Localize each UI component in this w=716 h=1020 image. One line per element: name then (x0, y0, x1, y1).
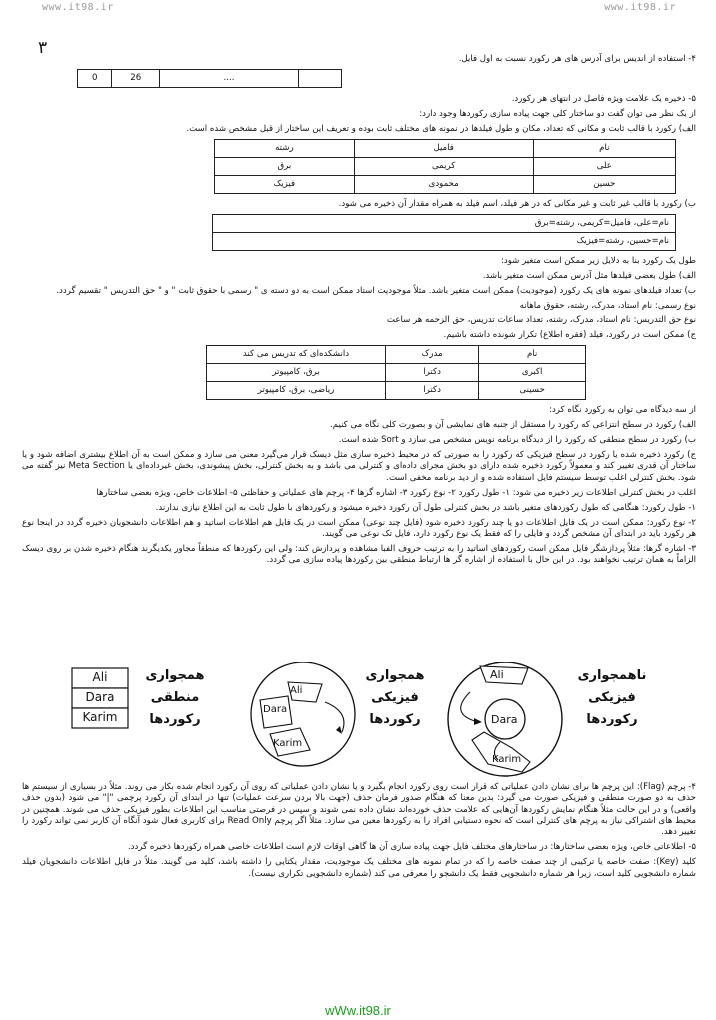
variable-record-box (212, 214, 676, 251)
table-cell: دکترا (386, 382, 479, 400)
caption-line: رکوردها (586, 712, 638, 727)
logical-record-dara: Dara (85, 690, 115, 704)
physical-record-karim: Karim (273, 738, 303, 749)
table-row (207, 346, 586, 364)
table-row (207, 364, 586, 382)
table-row (207, 382, 586, 400)
paragraph: طول یک رکورد بنا به دلایل زیر ممکن است متغیر شود: (500, 255, 696, 266)
table-row (215, 157, 676, 175)
table-cell: دکترا (386, 364, 479, 382)
table-header: نام (479, 346, 586, 364)
paragraph: اغلب در بخش کنترلی اطلاعات زیر ذخیره می شود: ۱- طول رکورد ۲- نوع رکورد ۳- اشاره گرها ۴- پرچم های عملیاتی و حفاظتی ۵- اطلاعات خاص، ویژه بعضی ساختارها (96, 487, 696, 498)
record-adjacency-diagram (60, 662, 660, 777)
paragraph: ۲- نوع رکورد: ممکن است در یک فایل اطلاعات دو یا چند رکورد ذخیره شود (فایل چند نوعی) ممکن است در یک فایل هم اطلاعات اساتید و هم اطلاعات دانشجویان ذخیره گردد در اینجا نوع هر رکورد باید در ابتدای آن مشخص گردد و فایلی را که فقط یک نوع رکورد دارد، فایل تک نوعی می گویند. (22, 517, 696, 539)
table-header: رشته (215, 139, 355, 157)
table-row (215, 139, 676, 157)
caption-line: رکوردها (369, 712, 421, 727)
address-table (77, 69, 342, 88)
paragraph: نوع رسمی: نام استاد، مدرک، رشته، حقوق ماهانه (519, 300, 696, 311)
paragraph: ۵- ذخیره یک علامت ویژه فاصل در انتهای هر رکورد. (511, 93, 696, 104)
paragraph: ب) رکورد با قالب غیر ثابت و غیر مکانی که در هر فیلد، اسم فیلد به همراه مقدار آن ذخیره می شود. (338, 198, 696, 209)
page-number: ۳ (38, 38, 48, 58)
table-cell: علی (533, 157, 675, 175)
physical-record-ali: Ali (290, 685, 303, 696)
table-header: مدرک (386, 346, 479, 364)
table-cell: محمودی (354, 175, 533, 193)
paragraph: ب) رکورد در سطح منطقی که رکورد را از دیدگاه برنامه نویس مشخص می سازد و Sort شده است. (338, 435, 696, 446)
table-cell: برق (215, 157, 355, 175)
paragraph: نوع حق التدریس: نام استاد، مدرک، رشته، تعداد ساعات تدریس، حق الزحمه هر ساعت (386, 315, 696, 326)
physical-record-dara: Dara (263, 704, 288, 715)
field-line: نام=حسین، رشته=فیزیک (213, 232, 675, 250)
paragraph: الف) طول بعضی فیلدها مثل آدرس ممکن است متغیر باشد. (482, 270, 696, 281)
page-content (22, 54, 696, 570)
header-watermark-right: www.it98.ir (604, 2, 676, 13)
table-row (215, 175, 676, 193)
scattered-record-karim: Karim (492, 754, 522, 765)
table-header: فامیل (354, 139, 533, 157)
table-cell: حسینی (479, 382, 586, 400)
table-header: دانشکده‌ای که تدریس می کند (207, 346, 386, 364)
caption-line: همجواری (365, 668, 425, 683)
paragraph: ۴- استفاده از اندیس برای آدرس های هر رکورد نسبت به اول فایل. (458, 54, 696, 64)
footer-site-link[interactable]: wWw.it98.ir (325, 1003, 391, 1018)
paragraph: ۴- پرچم (Flag): این پرچم ها برای نشان دادن عملیاتی که قرار است روی رکورد انجام بگیرد و یا نشان دادن عملیاتی که روی آن رکورد انجام شده بکار می روند. مثلاً در بسیاری از سیستم ها حذف به دو صورت منطقی و فیزیکی صورت می گیرد: بدین معنا که هنگام صدور فرمان حذف (جهت بالا بردن سرعت عملیات) تنها در ابتدای آن رکورد پرچمی "|" می شود (بدون حذف واقعی) و در این حالت مثلاً هنگام نمایش رکوردها آن‌هایی که علامت حذف خورده‌اند نشان داده نمی شوند و سپس در فرصتی مناسب این اطلاعات بطور فیزیکی حذف می شوند. همچنین در محیط های اشتراکی نیاز به پرچم های کنترلی است که نحوه دستیابی افراد را به رکوردها معین می سازد. مثلاً اگر پرچم Read Only برای کاربری فعال شود آنگاه آن کاربر نمی تواند رکورد را تغییر دهد. (22, 782, 697, 838)
paragraph: کلید (Key): صفت خاصه یا ترکیبی از چند صفت خاصه را که در تمام نمونه های مختلف یک موجودیت، مقدار یکتایی را داشته باشد، کلید می گویند. مثلاً در فایل اطلاعات دانشجویان فیلد شماره دانشجویی کلید است، زیرا هر شماره دانشجویی فقط یک دانشجو را معرفی می کند (شماره دانشجویی تکراری نیست). (22, 857, 697, 879)
table-cell: ریاضی، برق، کامپیوتر (207, 382, 386, 400)
paragraph: الف) رکورد در سطح انتزاعی که رکورد را مستقل از جنبه های نمایشی آن و بصورت کلی نگاه می کنیم. (330, 420, 696, 431)
scattered-record-dara: Dara (491, 713, 518, 726)
caption-line: ناهمجواری (577, 668, 647, 683)
paragraph: ۳- اشاره گرها: مثلاً پردازشگر فایل ممکن است رکوردهای اساتید را به ترتیب حروف الفبا مشاهده و پردازش کند: ولی این رکوردها که منطقاً مجاور یکدیگرند هنگام ذخیره شدن بر روی دیسک الزاماً به همان ترتیب نخواهند بود. در این حال با استفاده از اشاره گر ها ارتباط منطقی بین رکوردها پیاده سازی می گردد. (22, 543, 696, 566)
caption-line: فیزیکی (371, 690, 419, 705)
table-cell (299, 69, 342, 87)
table-cell: 0 (78, 69, 112, 87)
table-cell: 26 (112, 69, 160, 87)
paragraph: ۵- اطلاعاتی خاص، ویژه بعضی ساختارها: در ساختارهای مختلف فایل جهت پیاده سازی آن ها گاهی اوقات لازم است اطلاعات خاصی همراه رکوردها ذخیره گردد. (127, 842, 696, 853)
table-header: نام (533, 139, 675, 157)
repeating-field-table (206, 345, 586, 400)
table-cell: برق، کامپیوتر (207, 364, 386, 382)
paragraph: ب) تعداد فیلدهای نمونه های یک رکورد (موجودیت) ممکن است متغیر باشد. مثلاً موجودیت استاد ممکن است به دو دسته ی " رسمی با حقوق ثابت " و " حق التدریس " تقسیم گردد. (56, 285, 696, 296)
paragraph: از سه دیدگاه می توان به رکورد نگاه کرد: (549, 405, 696, 416)
caption-line: فیزیکی (588, 690, 636, 705)
caption-line: منطقی (150, 690, 200, 705)
table-cell: کریمی (354, 157, 533, 175)
fixed-record-table (214, 139, 676, 194)
paragraph: الف) رکورد با قالب ثابت و مکانی که تعداد، مکان و طول فیلدها در نمونه های مختلف ثابت بوده و تعریف این ساختار از قبل مشخص شده است. (186, 123, 696, 134)
logical-record-ali: Ali (92, 670, 108, 684)
table-cell: حسین (533, 175, 675, 193)
paragraph: ج) رکورد ذخیره شده یا رکورد در سطح فیزیکی که رکورد را به صورتی که در محیط ذخیره سازی مثل دیسک قرار می‌گیرد معنی می سازد و ممکن است به آن اطلاع بیشتری اضافه شود و یا ساختار آن قدری تغییر کند و معمولاً رکورد ذخیره شده دارای دو بخش مجرای داده‌ای و کنترلی می باشد و به بخش کنترلی، بخش پیشوندی، بخش غیرداده‌ای یا Meta Section نیز گفته می شود. بخش کنترلی اغلب توسط سیستم فایل استفاده شده و از دید برنامه مخفی است. (22, 450, 697, 483)
caption-line: همجواری (145, 668, 205, 683)
table-cell: اکبری (479, 364, 586, 382)
logical-record-karim: Karim (82, 710, 118, 724)
paragraph: ج) ممکن است در رکورد، فیلد (فقره اطلاع) تکرار شونده داشته باشیم. (443, 330, 696, 341)
header-watermark-left: www.it98.ir (42, 2, 114, 13)
table-cell: فیزیک (215, 175, 355, 193)
table-cell: .... (160, 69, 299, 87)
scattered-record-ali: Ali (490, 668, 504, 681)
paragraph: از یک نظر می توان گفت دو ساختار کلی جهت پیاده سازی رکوردها وجود دارد: (419, 108, 696, 119)
caption-line: رکوردها (149, 712, 201, 727)
paragraph: ۱- طول رکورد: هنگامی که طول رکوردهای متغیر باشد در بخش کنترلی طول آن رکورد ذخیره میشود و رکوردهای با طول ثابت به این اطلاع نیازی ندارند. (155, 502, 696, 513)
field-line: نام=علی، فامیل=کریمی، رشته=برق (534, 217, 669, 228)
page-content-lower (22, 782, 696, 884)
